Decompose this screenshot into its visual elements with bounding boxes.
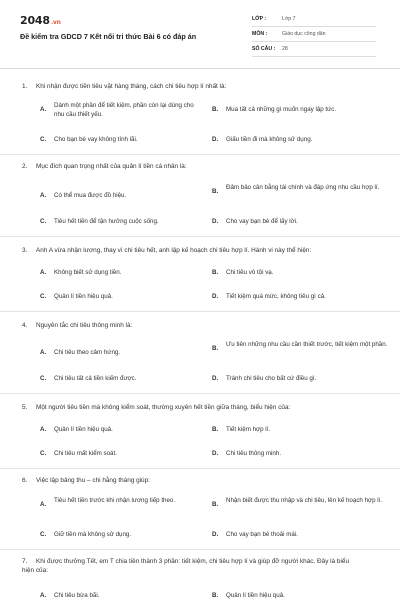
option-text: Giấu tiền đi mà không sử dụng. [226, 136, 313, 143]
option-text: Chi tiêu thông minh. [226, 450, 282, 457]
option-text: Không biết sử dụng tiền. [54, 269, 122, 276]
question-divider [0, 468, 400, 469]
option-text: Tránh chi tiêu cho bất cứ điều gì. [226, 375, 317, 382]
question-number: 7. [22, 558, 28, 565]
question-stem [22, 246, 382, 255]
page-header [0, 0, 400, 64]
option-text: Tiêu hết tiền trước khi nhận lương tiếp theo. [54, 497, 176, 504]
option-text: Đảm bảo cân bằng tài chính và đáp ứng nhu cầu hợp lí. [226, 184, 380, 191]
question-number: 4. [22, 322, 28, 329]
question-stem [22, 321, 382, 330]
option-text: Tiết kiệm quá mức, không tiêu gì cả. [226, 293, 326, 300]
option-letter: B. [212, 501, 219, 508]
option-letter: A. [40, 349, 47, 356]
question-stem [22, 476, 382, 485]
option-letter: B. [212, 269, 219, 276]
option-text: Cho vay bạn bè để lấy lời. [226, 218, 298, 225]
option-letter: D. [212, 375, 219, 382]
option-text: Chi tiêu bừa bãi. [54, 592, 100, 599]
question-stem [22, 557, 362, 575]
option-letter: D. [212, 218, 219, 225]
question-number: 5. [22, 404, 28, 411]
option-text: Mua tất cả những gì muốn ngay lập tức. [226, 106, 337, 113]
option-letter: C. [40, 218, 47, 225]
option-letter: C. [40, 136, 47, 143]
option-text: Có thể mua được đồ hiệu. [54, 192, 127, 199]
option-text: Quản lí tiền hiệu quả. [54, 426, 113, 433]
option-letter: C. [40, 531, 47, 538]
option-letter: A. [40, 192, 47, 199]
question-text: Khi nhận được tiền tiêu vặt hàng tháng, cách chi tiêu hợp lí nhất là: [36, 83, 227, 90]
option-text: Quản lí tiền hiệu quả. [226, 592, 285, 599]
question-divider [0, 393, 400, 394]
option-text: Cho bạn bè vay không tính lãi. [54, 136, 138, 143]
question-divider [0, 549, 400, 550]
meta-row-subject [252, 27, 376, 42]
question-divider [0, 311, 400, 312]
question-number: 1. [22, 83, 28, 90]
option-text: Quản lí tiền hiệu quả. [54, 293, 113, 300]
option-text: Tiêu hết tiền để tận hưởng cuộc sống. [54, 218, 159, 225]
meta-value: Giáo dục công dân [282, 31, 326, 37]
option-letter: D. [212, 450, 219, 457]
option-text: Tiết kiệm hợp lí. [226, 426, 271, 433]
header-divider [0, 68, 400, 69]
site-logo[interactable] [20, 14, 61, 27]
meta-label: SỐ CÂU : [252, 46, 276, 52]
question-text: Nguyên tắc chi tiêu thông minh là: [36, 322, 133, 329]
option-letter: A. [40, 592, 47, 599]
option-letter: D. [212, 293, 219, 300]
option-text: Chi tiêu theo cảm hứng. [54, 349, 121, 356]
option-letter: C. [40, 293, 47, 300]
option-letter: A. [40, 269, 47, 276]
option-text: Giữ tiền mà không sử dụng. [54, 531, 132, 538]
logo-main-text: 2048 [20, 14, 50, 27]
question-number: 3. [22, 247, 28, 254]
meta-label: MÔN : [252, 31, 268, 37]
question-stem [22, 162, 382, 171]
option-text: Chi tiêu tất cả tiền kiếm được. [54, 375, 137, 382]
option-letter: B. [212, 426, 219, 433]
question-text: Anh A vừa nhận lương, thay vì chi tiêu hết, anh lập kế hoạch chi tiêu hợp lí. Hành vi này thể hiện: [36, 247, 312, 254]
option-text: Nhận biết được thu nhập và chi tiêu, lên kế hoạch hợp lí. [226, 497, 383, 504]
option-letter: C. [40, 375, 47, 382]
meta-value: Lớp 7 [282, 16, 296, 22]
option-text: Chi tiêu mất kiểm soát. [54, 450, 117, 457]
option-text: Cho vay bạn bè thoải mái. [226, 531, 298, 538]
meta-row-class [252, 12, 376, 27]
question-text: Việc lập bảng thu – chi hằng tháng giúp: [36, 477, 150, 484]
meta-row-question-count [252, 42, 376, 57]
option-letter: A. [40, 426, 47, 433]
question-text: Mục đích quan trọng nhất của quản lí tiền cá nhân là: [36, 163, 187, 170]
meta-table [252, 12, 376, 57]
document-title: Đề kiểm tra GDCD 7 Kết nối tri thức Bài 6 có đáp án [20, 32, 197, 41]
question-number: 6. [22, 477, 28, 484]
option-letter: D. [212, 531, 219, 538]
question-number: 2. [22, 163, 28, 170]
question-stem [22, 82, 382, 91]
option-letter: C. [40, 450, 47, 457]
option-text: Dành một phần để tiết kiệm, phần còn lại dùng cho nhu cầu thiết yếu. [54, 102, 194, 118]
option-letter: D. [212, 136, 219, 143]
option-letter: B. [212, 188, 219, 195]
option-letter: B. [212, 592, 219, 599]
option-text: Ưu tiên những nhu cầu cần thiết trước, tiết kiệm một phần. [226, 341, 388, 348]
question-divider [0, 154, 400, 155]
option-text: Chi tiêu vô tội vạ. [226, 269, 274, 276]
meta-value: 28 [282, 46, 288, 52]
option-letter: A. [40, 501, 47, 508]
question-divider [0, 236, 400, 237]
option-letter: A. [40, 106, 47, 113]
option-letter: B. [212, 106, 219, 113]
option-letter: B. [212, 345, 219, 352]
logo-sub-text: .vn [50, 19, 61, 26]
question-stem [22, 403, 382, 412]
question-text: Một người tiêu tiền mà không kiểm soát, thường xuyên hết tiền giữa tháng, biểu hiện của: [36, 404, 291, 411]
meta-label: LỚP : [252, 16, 267, 22]
question-text: Khi được thưởng Tết, em T chia tiền thành 3 phần: tiết kiệm, chi tiêu hợp lí và giúp đỡ người khác. Đây là biểu hiện của: [22, 558, 350, 574]
